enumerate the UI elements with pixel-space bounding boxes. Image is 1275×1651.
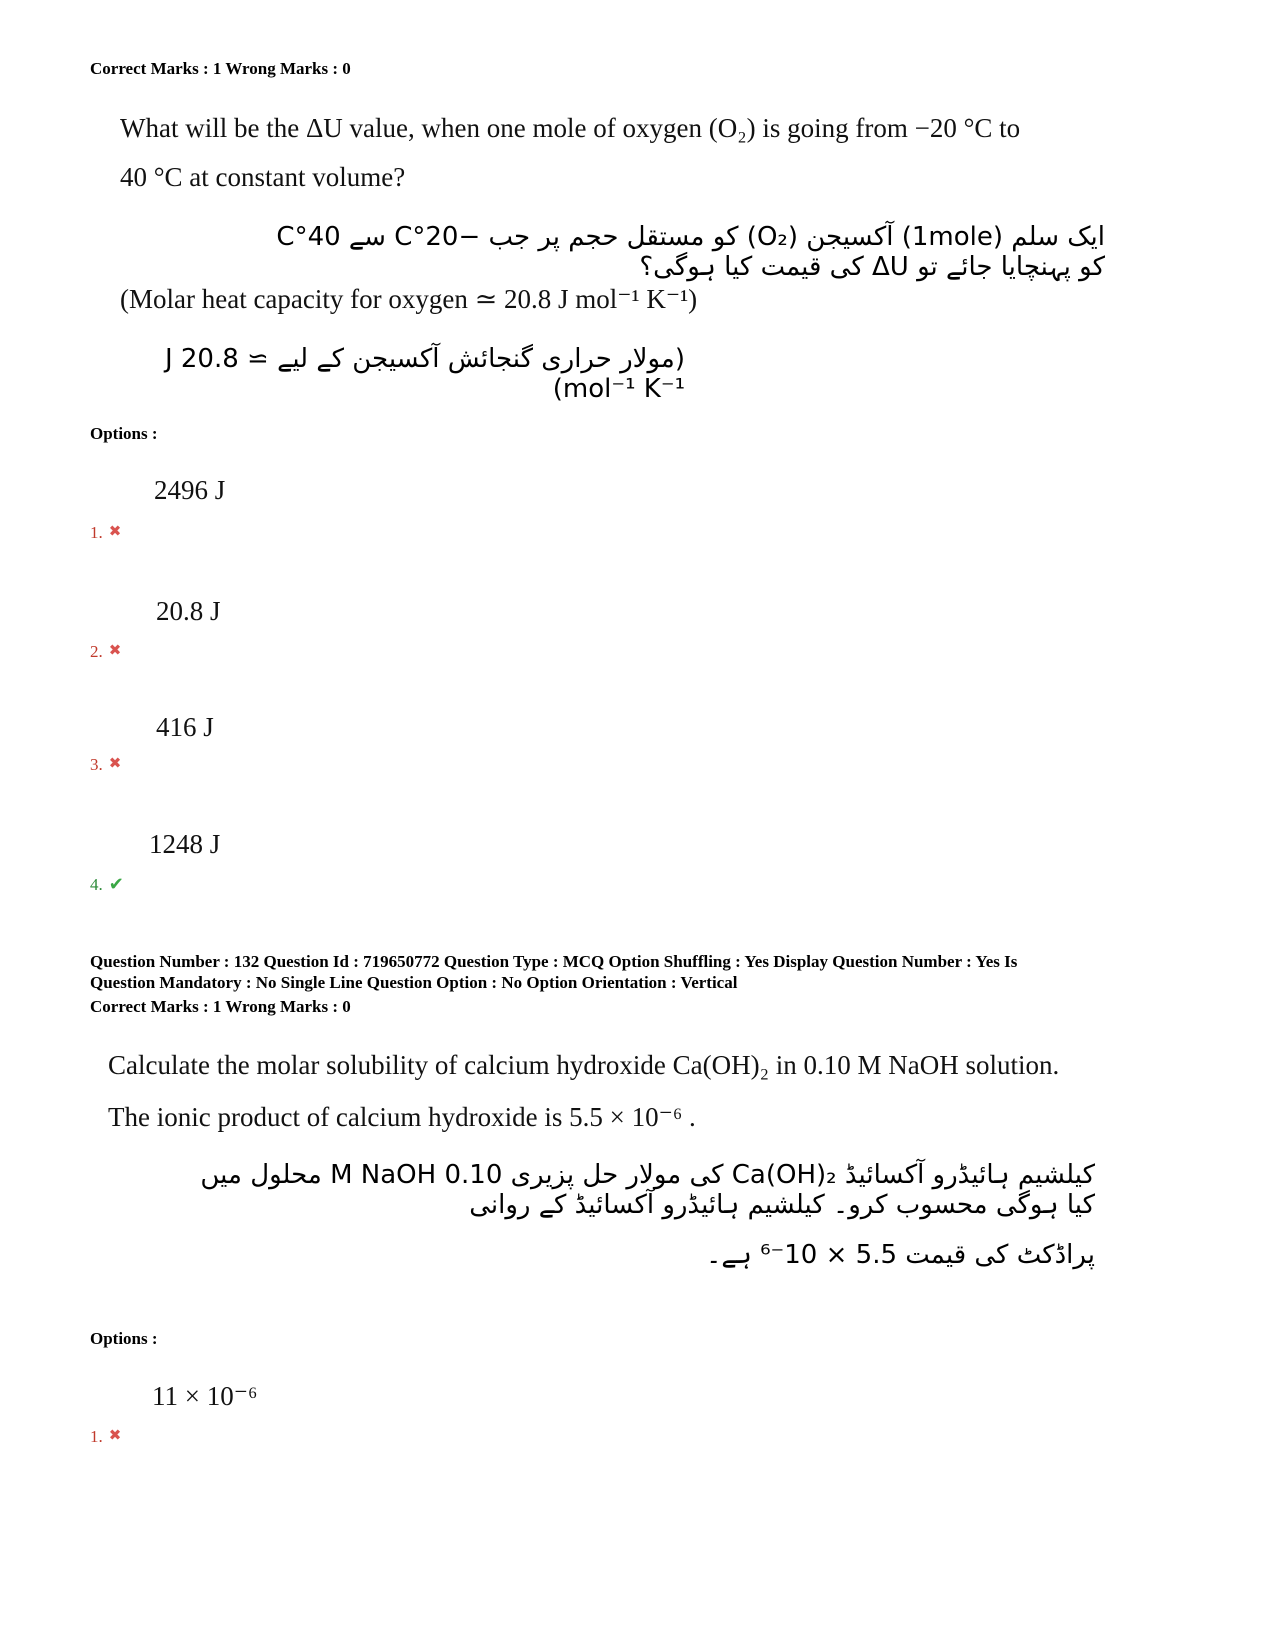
question-header-line-1: Question Number : 132 Question Id : 719650772 Question Type : MCQ Option Shuffling : Yes Display Question Number : Yes Is bbox=[90, 952, 1018, 971]
option-number: 1. bbox=[90, 523, 103, 542]
hint-text: (Molar heat capacity for oxygen ≃ 20.8 J mol⁻¹ K⁻¹) bbox=[120, 284, 698, 314]
option-number: 1. bbox=[90, 1427, 103, 1446]
option-3[interactable] bbox=[90, 754, 121, 775]
question-text-line-1: Calculate the molar solubility of calcium hydroxide Ca(OH)₂ in 0.10 M NaOH solution. bbox=[108, 1050, 1060, 1080]
urdu-question-text-line-2: پراڈکٹ کی قیمت 5.5 × 10⁻⁶ ہے۔ bbox=[706, 1240, 1095, 1270]
marks-line: Correct Marks : 1 Wrong Marks : 0 bbox=[90, 997, 351, 1016]
option-1[interactable] bbox=[90, 522, 121, 543]
option-number: 3. bbox=[90, 755, 103, 774]
option-1-value[interactable]: 11 × 10⁻⁶ bbox=[152, 1381, 258, 1411]
option-4[interactable] bbox=[90, 874, 124, 895]
option-1[interactable] bbox=[90, 1426, 121, 1447]
marks-line: Correct Marks : 1 Wrong Marks : 0 bbox=[90, 59, 351, 78]
option-3-value[interactable]: 416 J bbox=[156, 712, 214, 742]
question-text-line-1: What will be the ΔU value, when one mole of oxygen (O₂) is going from −20 °C to bbox=[120, 113, 1021, 143]
option-1-value[interactable]: 2496 J bbox=[154, 475, 226, 505]
option-number: 2. bbox=[90, 642, 103, 661]
wrong-cross-icon: ✖ bbox=[108, 643, 122, 659]
urdu-hint-text: (مولار حراری گنجائش آکسیجن کے لیے ≃ 20.8 J mol⁻¹ K⁻¹) bbox=[164, 344, 685, 404]
wrong-cross-icon: ✖ bbox=[108, 524, 122, 540]
wrong-cross-icon: ✖ bbox=[108, 1428, 122, 1444]
options-label: Options : bbox=[90, 424, 158, 443]
wrong-cross-icon: ✖ bbox=[108, 756, 122, 772]
urdu-question-text: ایک سلم (1mole) آکسیجن (O₂) کو مستقل حجم پر جب −20°C سے 40°C کو پہنچایا جائے تو ΔU کی قیمت کیا ہوگی؟ bbox=[276, 222, 1105, 282]
question-text-line-2: The ionic product of calcium hydroxide is 5.5 × 10⁻⁶ . bbox=[108, 1102, 696, 1132]
question-header-line-2: Question Mandatory : No Single Line Question Option : No Option Orientation : Vertical bbox=[90, 973, 738, 992]
option-4-value[interactable]: 1248 J bbox=[149, 829, 221, 859]
option-number: 4. bbox=[90, 875, 103, 894]
urdu-question-text-line-1: کیلشیم ہائیڈرو آکسائیڈ Ca(OH)₂ کی مولار حل پزیری 0.10 M NaOH محلول میں کیا ہوگی محسوب کرو۔ کیلشیم ہائیڈرو آکسائیڈ کے روانی bbox=[200, 1160, 1095, 1220]
correct-check-icon: ✔ bbox=[108, 874, 124, 894]
option-2-value[interactable]: 20.8 J bbox=[156, 596, 221, 626]
question-text-line-2: 40 °C at constant volume? bbox=[120, 162, 406, 192]
options-label: Options : bbox=[90, 1329, 158, 1348]
option-2[interactable] bbox=[90, 641, 121, 662]
